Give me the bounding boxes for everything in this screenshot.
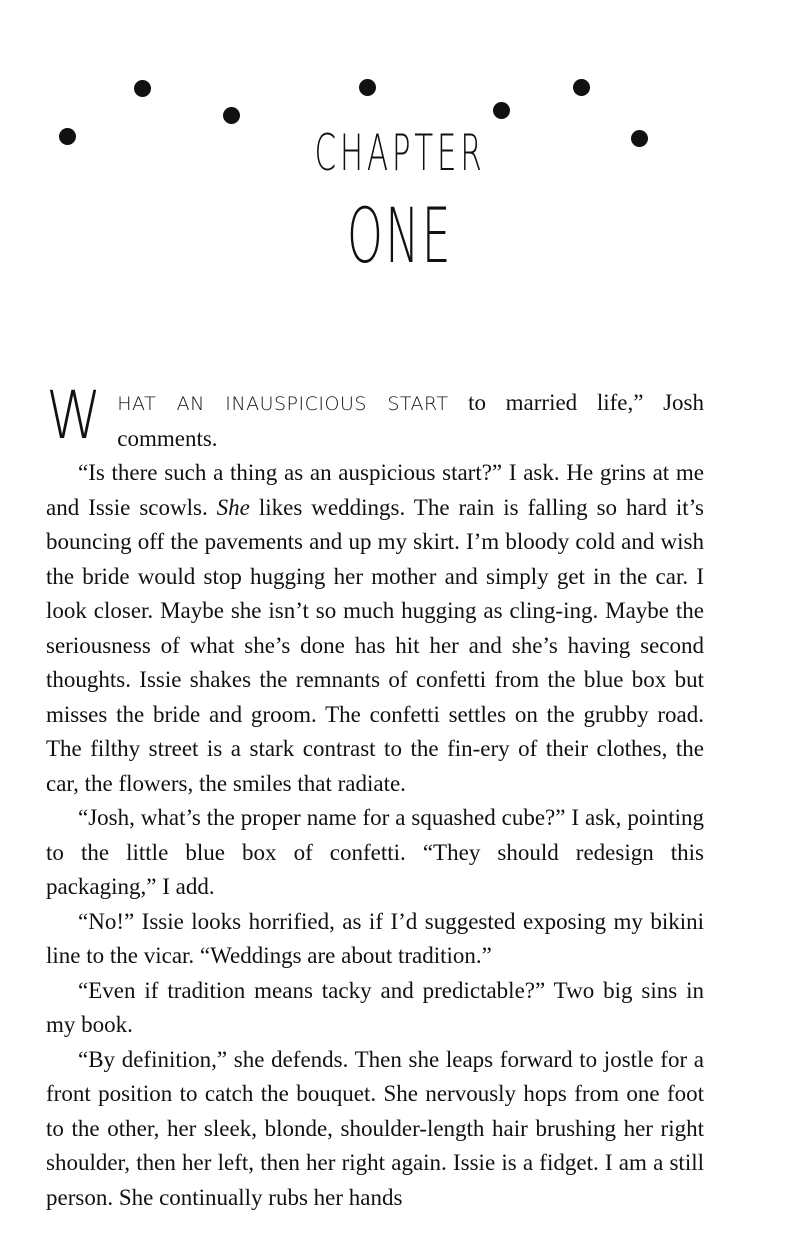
ornament-dot [59, 128, 76, 145]
paragraph: “By definition,” she defends. Then she leaps forward to jostle for a front position to catch the bouquet. She nervously hops from one foot to the other, her sleek, blonde, shoulder-length hair brushing her right shoulder, then her left, then her right again. Issie is a fidget. I am a still person. She continually rubs her hands [46, 1046, 704, 1210]
paragraph-text: likes weddings. The rain is falling so hard it’s bouncing off the pavements and up my skirt. I’m bloody cold and wish the bride would stop hugging her mother and simply get in the car. I look closer. Maybe she isn’t so much hugging as cling-ing. Maybe the seriousness of what she’s done has hit her and she’s having second thoughts. Issie shakes the remnants of confetti from the blue box but misses the bride and groom. The confetti settles on the grubby road. The filthy street is a stark contrast to the fin-ery of their clothes, the car, the flowers, the smiles that radiate. [46, 494, 704, 796]
paragraph-text: “Is there such a thing as an auspicious start?” I ask. He grins at me and Issie scowls. [46, 460, 704, 520]
paragraph: “Even if tradition means tacky and predictable?” Two big sins in my book. [46, 977, 704, 1037]
chapter-body [46, 377, 704, 1215]
paragraph: “No!” Issie looks horrified, as if I’d suggested exposing my bikini line to the vicar. “Weddings are about tradition.” [46, 908, 704, 968]
ornament-dot [493, 102, 510, 119]
opening-small-caps: HAT AN INAUSPICIOUS START [117, 393, 449, 415]
ornament-dot [223, 107, 240, 124]
chapter-number: ONE [346, 191, 454, 280]
paragraph-text: to married life,” Josh comments. [117, 390, 704, 451]
drop-cap: W [46, 377, 102, 454]
emphasis-text: She [216, 494, 250, 520]
ornament-dot [134, 80, 151, 97]
chapter-label: CHAPTER [314, 124, 486, 182]
paragraph [46, 456, 704, 801]
paragraph [46, 377, 704, 456]
paragraph: “Josh, what’s the proper name for a squashed cube?” I ask, pointing to the little blue box of confetti. “They should redesign this packaging,” I add. [46, 805, 704, 899]
ornament-dot [573, 79, 590, 96]
ornament-dot [359, 79, 376, 96]
